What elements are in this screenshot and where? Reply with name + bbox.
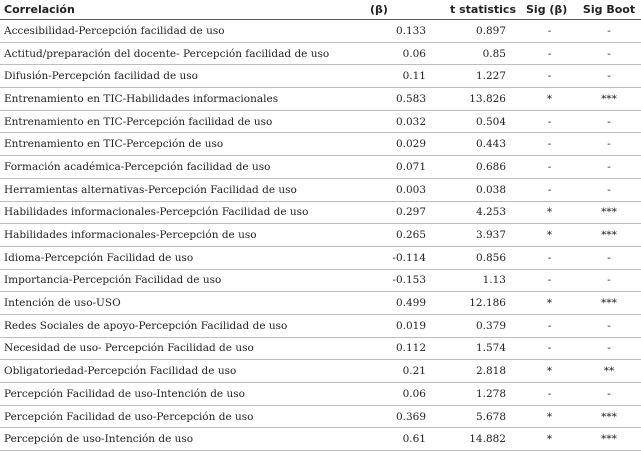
header-t-statistics: t statistics [440, 0, 522, 20]
cell-correlacion: Habilidades informacionales-Percepción de uso [0, 224, 362, 247]
table-row [0, 201, 641, 224]
header-row [0, 0, 641, 20]
cell-t-statistics: 1.227 [440, 65, 522, 88]
table-row [0, 42, 641, 65]
cell-sig-beta: - [522, 269, 577, 292]
table-row [0, 110, 641, 133]
cell-sig-boot: - [577, 156, 641, 179]
cell-sig-beta: * [522, 292, 577, 315]
cell-correlacion: Actitud/preparación del docente- Percepción facilidad de uso [0, 42, 362, 65]
table-row [0, 133, 641, 156]
cell-sig-boot: - [577, 42, 641, 65]
cell-t-statistics: 1.574 [440, 337, 522, 360]
cell-correlacion: Accesibilidad-Percepción facilidad de uso [0, 20, 362, 43]
cell-correlacion: Formación académica-Percepción facilidad de uso [0, 156, 362, 179]
cell-t-statistics: 13.826 [440, 88, 522, 111]
cell-t-statistics: 1.13 [440, 269, 522, 292]
table-row [0, 337, 641, 360]
table-body [0, 20, 641, 451]
cell-correlacion: Percepción Facilidad de uso-Percepción de uso [0, 405, 362, 428]
cell-sig-boot: - [577, 383, 641, 406]
cell-t-statistics: 0.038 [440, 178, 522, 201]
cell-sig-beta: - [522, 110, 577, 133]
table-row [0, 88, 641, 111]
cell-sig-beta: * [522, 360, 577, 383]
cell-sig-boot: - [577, 110, 641, 133]
cell-correlacion: Importancia-Percepción Facilidad de uso [0, 269, 362, 292]
cell-sig-boot: - [577, 133, 641, 156]
cell-correlacion: Percepción Facilidad de uso-Intención de uso [0, 383, 362, 406]
cell-sig-boot: *** [577, 292, 641, 315]
table-row [0, 428, 641, 451]
cell-sig-boot: ** [577, 360, 641, 383]
cell-sig-beta: * [522, 405, 577, 428]
cell-sig-boot: - [577, 269, 641, 292]
cell-correlacion: Redes Sociales de apoyo-Percepción Facilidad de uso [0, 314, 362, 337]
cell-sig-beta: * [522, 88, 577, 111]
cell-sig-boot: - [577, 246, 641, 269]
cell-beta: 0.112 [362, 337, 440, 360]
table-row [0, 224, 641, 247]
cell-beta: 0.06 [362, 42, 440, 65]
cell-sig-beta: - [522, 246, 577, 269]
cell-correlacion: Percepción de uso-Intención de uso [0, 428, 362, 451]
cell-correlacion: Necesidad de uso- Percepción Facilidad de uso [0, 337, 362, 360]
cell-correlacion: Entrenamiento en TIC-Percepción de uso [0, 133, 362, 156]
cell-beta: 0.11 [362, 65, 440, 88]
cell-beta: 0.06 [362, 383, 440, 406]
cell-t-statistics: 0.85 [440, 42, 522, 65]
cell-t-statistics: 14.882 [440, 428, 522, 451]
cell-t-statistics: 0.856 [440, 246, 522, 269]
cell-sig-beta: - [522, 178, 577, 201]
cell-correlacion: Herramientas alternativas-Percepción Facilidad de uso [0, 178, 362, 201]
header-sig-boot: Sig Boot [577, 0, 641, 20]
cell-sig-beta: - [522, 20, 577, 43]
cell-beta: 0.297 [362, 201, 440, 224]
table-row [0, 246, 641, 269]
cell-t-statistics: 4.253 [440, 201, 522, 224]
cell-sig-boot: - [577, 337, 641, 360]
cell-beta: -0.153 [362, 269, 440, 292]
cell-correlacion: Idioma-Percepción Facilidad de uso [0, 246, 362, 269]
cell-sig-boot: *** [577, 201, 641, 224]
cell-t-statistics: 3.937 [440, 224, 522, 247]
cell-t-statistics: 0.504 [440, 110, 522, 133]
cell-sig-boot: *** [577, 405, 641, 428]
table-row [0, 405, 641, 428]
cell-beta: 0.265 [362, 224, 440, 247]
cell-correlacion: Intención de uso-USO [0, 292, 362, 315]
table-row [0, 65, 641, 88]
cell-beta: 0.032 [362, 110, 440, 133]
cell-t-statistics: 5.678 [440, 405, 522, 428]
cell-beta: 0.071 [362, 156, 440, 179]
cell-sig-beta: * [522, 201, 577, 224]
cell-sig-boot: - [577, 20, 641, 43]
header-beta: (β) [362, 0, 440, 20]
cell-sig-beta: - [522, 42, 577, 65]
cell-correlacion: Habilidades informacionales-Percepción Facilidad de uso [0, 201, 362, 224]
cell-beta: 0.21 [362, 360, 440, 383]
cell-correlacion: Entrenamiento en TIC-Percepción facilidad de uso [0, 110, 362, 133]
table-row [0, 383, 641, 406]
cell-beta: 0.499 [362, 292, 440, 315]
cell-sig-beta: - [522, 383, 577, 406]
table-row [0, 178, 641, 201]
cell-beta: -0.114 [362, 246, 440, 269]
cell-beta: 0.003 [362, 178, 440, 201]
header-correlacion: Correlación [0, 0, 362, 20]
table-header [0, 0, 641, 20]
table-row [0, 269, 641, 292]
cell-correlacion: Obligatoriedad-Percepción Facilidad de uso [0, 360, 362, 383]
header-sig-beta: Sig (β) [522, 0, 577, 20]
cell-sig-boot: - [577, 178, 641, 201]
cell-sig-boot: *** [577, 88, 641, 111]
table-row [0, 360, 641, 383]
cell-beta: 0.369 [362, 405, 440, 428]
cell-sig-boot: *** [577, 428, 641, 451]
cell-correlacion: Difusión-Percepción facilidad de uso [0, 65, 362, 88]
cell-t-statistics: 12.186 [440, 292, 522, 315]
cell-correlacion: Entrenamiento en TIC-Habilidades informacionales [0, 88, 362, 111]
cell-t-statistics: 0.379 [440, 314, 522, 337]
cell-sig-boot: *** [577, 224, 641, 247]
cell-beta: 0.019 [362, 314, 440, 337]
cell-sig-boot: - [577, 314, 641, 337]
cell-sig-boot: - [577, 65, 641, 88]
cell-sig-beta: - [522, 337, 577, 360]
table-row [0, 20, 641, 43]
cell-t-statistics: 0.686 [440, 156, 522, 179]
cell-t-statistics: 1.278 [440, 383, 522, 406]
cell-beta: 0.583 [362, 88, 440, 111]
table-row [0, 292, 641, 315]
cell-t-statistics: 0.443 [440, 133, 522, 156]
cell-sig-beta: - [522, 133, 577, 156]
cell-t-statistics: 0.897 [440, 20, 522, 43]
cell-sig-beta: - [522, 156, 577, 179]
cell-sig-beta: * [522, 224, 577, 247]
table-row [0, 314, 641, 337]
cell-sig-beta: * [522, 428, 577, 451]
cell-t-statistics: 2.818 [440, 360, 522, 383]
table-row [0, 156, 641, 179]
cell-sig-beta: - [522, 65, 577, 88]
cell-sig-beta: - [522, 314, 577, 337]
cell-beta: 0.61 [362, 428, 440, 451]
cell-beta: 0.029 [362, 133, 440, 156]
cell-beta: 0.133 [362, 20, 440, 43]
